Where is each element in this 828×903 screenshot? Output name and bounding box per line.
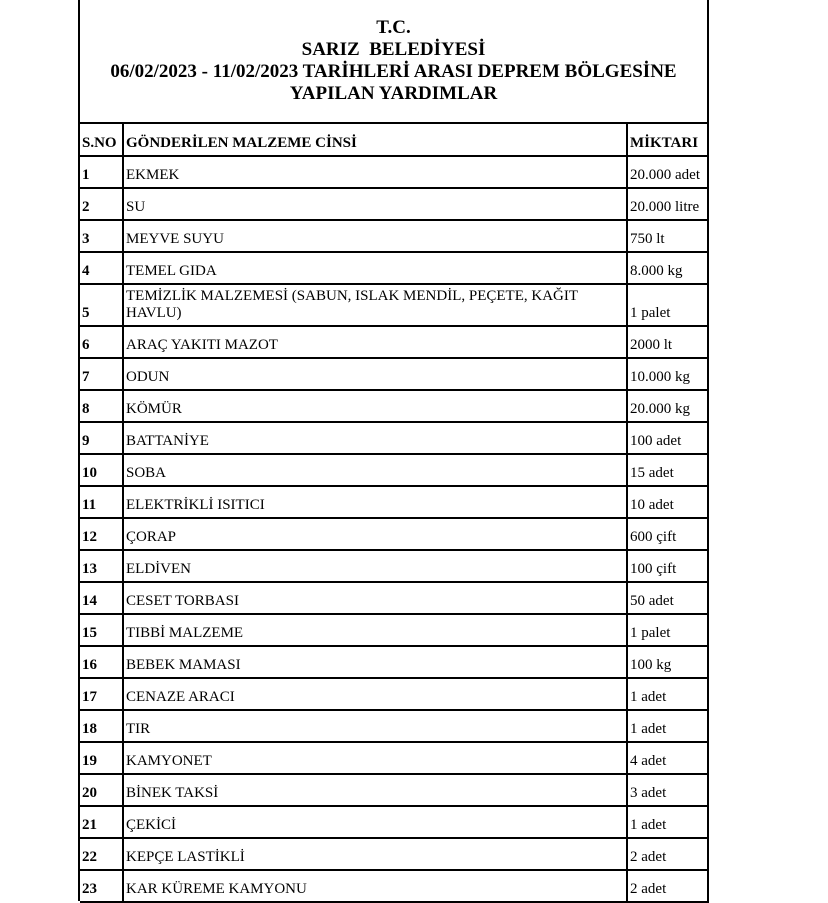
cell-qty-text: 3 adet [630,785,667,801]
cell-qty [627,252,709,284]
cell-no [80,582,123,614]
table-row [80,710,709,742]
table-row [80,390,709,422]
table-row [80,774,709,806]
table-header-row [80,124,709,156]
header-line-3: 06/02/2023 - 11/02/2023 TARİHLERİ ARASI DEPREM BÖLGESİNE [110,61,677,82]
cell-no [80,284,123,326]
table-row [80,678,709,710]
cell-no [80,252,123,284]
table-row [80,582,709,614]
cell-no-text: 20 [82,785,97,801]
cell-item [123,454,627,486]
cell-item [123,614,627,646]
cell-item-text: KAMYONET [126,753,212,769]
cell-item-text: TIR [126,721,151,737]
table-row [80,518,709,550]
cell-no [80,710,123,742]
cell-item-text: TEMEL GIDA [126,263,217,279]
cell-qty-text: 1 palet [630,305,671,321]
cell-qty-text: 15 adet [630,465,674,481]
cell-item-text: ODUN [126,369,170,385]
cell-item [123,550,627,582]
cell-no [80,188,123,220]
cell-no [80,156,123,188]
cell-item [123,188,627,220]
cell-qty-text: 10.000 kg [630,369,690,385]
table-row [80,252,709,284]
cell-no-text: 8 [82,401,90,417]
table-row [80,156,709,188]
cell-qty-text: 600 çift [630,529,677,545]
cell-no [80,742,123,774]
cell-item [123,838,627,870]
column-header-qty: MİKTARI [627,124,709,156]
cell-item [123,774,627,806]
cell-item [123,646,627,678]
cell-item [123,390,627,422]
table-row [80,838,709,870]
cell-item-text: KAR KÜREME KAMYONU [126,881,307,897]
cell-no [80,220,123,252]
cell-no-text: 5 [82,305,90,321]
cell-qty-text: 8.000 kg [630,263,683,279]
cell-qty-text: 100 çift [630,561,677,577]
cell-item [123,870,627,902]
cell-no [80,678,123,710]
cell-no [80,774,123,806]
cell-item-text: SOBA [126,465,167,481]
cell-item [123,326,627,358]
cell-item-text: ÇORAP [126,529,177,545]
cell-item [123,284,627,326]
cell-no-text: 16 [82,657,97,673]
cell-item [123,518,627,550]
document-header [80,0,707,124]
cell-item-text: TEMİZLİK MALZEMESİ (SABUN, ISLAK MENDİL, PEÇETE, KAĞIT HAVLU) [126,288,578,321]
table-row [80,358,709,390]
cell-no-text: 21 [82,817,97,833]
cell-no [80,422,123,454]
cell-no-text: 10 [82,465,97,481]
cell-qty [627,774,709,806]
cell-item-text: CENAZE ARACI [126,689,235,705]
table-row [80,614,709,646]
cell-item [123,806,627,838]
cell-item-text: TIBBİ MALZEME [126,625,244,641]
table-row [80,646,709,678]
cell-item-text: ELEKTRİKLİ ISITICI [126,497,265,513]
cell-qty-text: 1 adet [630,689,667,705]
cell-qty [627,838,709,870]
cell-qty-text: 100 adet [630,433,682,449]
cell-item [123,156,627,188]
cell-qty [627,284,709,326]
cell-no [80,870,123,902]
cell-item-text: CESET TORBASI [126,593,239,609]
table-row [80,742,709,774]
cell-item-text: BEBEK MAMASI [126,657,241,673]
cell-item-text: EKMEK [126,167,180,183]
cell-no-text: 23 [82,881,97,897]
header-line-2: SARIZ BELEDİYESİ [301,39,486,60]
table-row [80,550,709,582]
cell-no-text: 22 [82,849,97,865]
cell-item-text: BATTANİYE [126,433,209,449]
cell-no-text: 18 [82,721,97,737]
cell-qty [627,390,709,422]
cell-item-text: MEYVE SUYU [126,231,224,247]
table-row [80,870,709,902]
table-row [80,188,709,220]
header-line-4: YAPILAN YARDIMLAR [289,83,498,104]
table-row [80,284,709,326]
table-row [80,422,709,454]
cell-no [80,806,123,838]
cell-qty [627,454,709,486]
cell-qty [627,486,709,518]
cell-item-text: KÖMÜR [126,401,182,417]
cell-item [123,220,627,252]
cell-no [80,614,123,646]
cell-item [123,252,627,284]
cell-qty [627,358,709,390]
cell-item [123,742,627,774]
cell-qty-text: 2000 lt [630,337,673,353]
cell-no-text: 9 [82,433,90,449]
table-row [80,486,709,518]
cell-qty-text: 4 adet [630,753,667,769]
cell-qty-text: 1 adet [630,721,667,737]
cell-item [123,582,627,614]
cell-item-text: SU [126,199,146,215]
cell-qty-text: 750 lt [630,231,665,247]
cell-qty [627,742,709,774]
cell-item [123,358,627,390]
cell-qty [627,678,709,710]
cell-no [80,838,123,870]
cell-qty [627,614,709,646]
cell-qty-text: 20.000 litre [630,199,700,215]
cell-item [123,486,627,518]
cell-no-text: 17 [82,689,97,705]
cell-no [80,486,123,518]
cell-no [80,454,123,486]
table-row [80,220,709,252]
cell-no [80,358,123,390]
cell-item-text: ARAÇ YAKITI MAZOT [126,337,278,353]
column-header-item: GÖNDERİLEN MALZEME CİNSİ [123,124,627,156]
cell-item-text: KEPÇE LASTİKLİ [126,849,245,865]
cell-no-text: 15 [82,625,97,641]
cell-qty [627,550,709,582]
cell-qty [627,806,709,838]
cell-item [123,422,627,454]
cell-item-text: ÇEKİCİ [126,817,176,833]
cell-qty [627,220,709,252]
cell-qty [627,870,709,902]
cell-no-text: 2 [82,199,90,215]
cell-no [80,518,123,550]
cell-qty [627,710,709,742]
cell-qty-text: 10 adet [630,497,674,513]
header-line-1: T.C. [376,17,411,38]
cell-qty [627,326,709,358]
cell-qty [627,188,709,220]
cell-qty-text: 100 kg [630,657,672,673]
cell-no-text: 6 [82,337,90,353]
cell-qty-text: 2 adet [630,881,667,897]
cell-qty [627,422,709,454]
cell-no-text: 13 [82,561,97,577]
column-header-no: S.NO [80,124,123,156]
cell-no [80,646,123,678]
cell-item-text: ELDİVEN [126,561,191,577]
cell-qty-text: 50 adet [630,593,674,609]
cell-no-text: 1 [82,167,90,183]
cell-qty-text: 20.000 adet [630,167,700,183]
cell-item [123,710,627,742]
cell-qty [627,156,709,188]
cell-qty-text: 1 palet [630,625,671,641]
cell-no-text: 7 [82,369,90,385]
cell-qty [627,582,709,614]
table-row [80,454,709,486]
cell-no-text: 4 [82,263,90,279]
document-sheet [78,0,709,901]
table-row [80,326,709,358]
cell-no-text: 11 [82,497,97,513]
cell-item-text: BİNEK TAKSİ [126,785,219,801]
cell-qty-text: 1 adet [630,817,667,833]
table-row [80,806,709,838]
cell-qty-text: 2 adet [630,849,667,865]
cell-qty [627,518,709,550]
cell-item [123,678,627,710]
cell-qty-text: 20.000 kg [630,401,690,417]
cell-qty [627,646,709,678]
aid-table [80,124,709,903]
cell-no [80,550,123,582]
cell-no-text: 3 [82,231,90,247]
cell-no [80,390,123,422]
cell-no [80,326,123,358]
cell-no-text: 14 [82,593,97,609]
cell-no-text: 19 [82,753,97,769]
cell-no-text: 12 [82,529,97,545]
